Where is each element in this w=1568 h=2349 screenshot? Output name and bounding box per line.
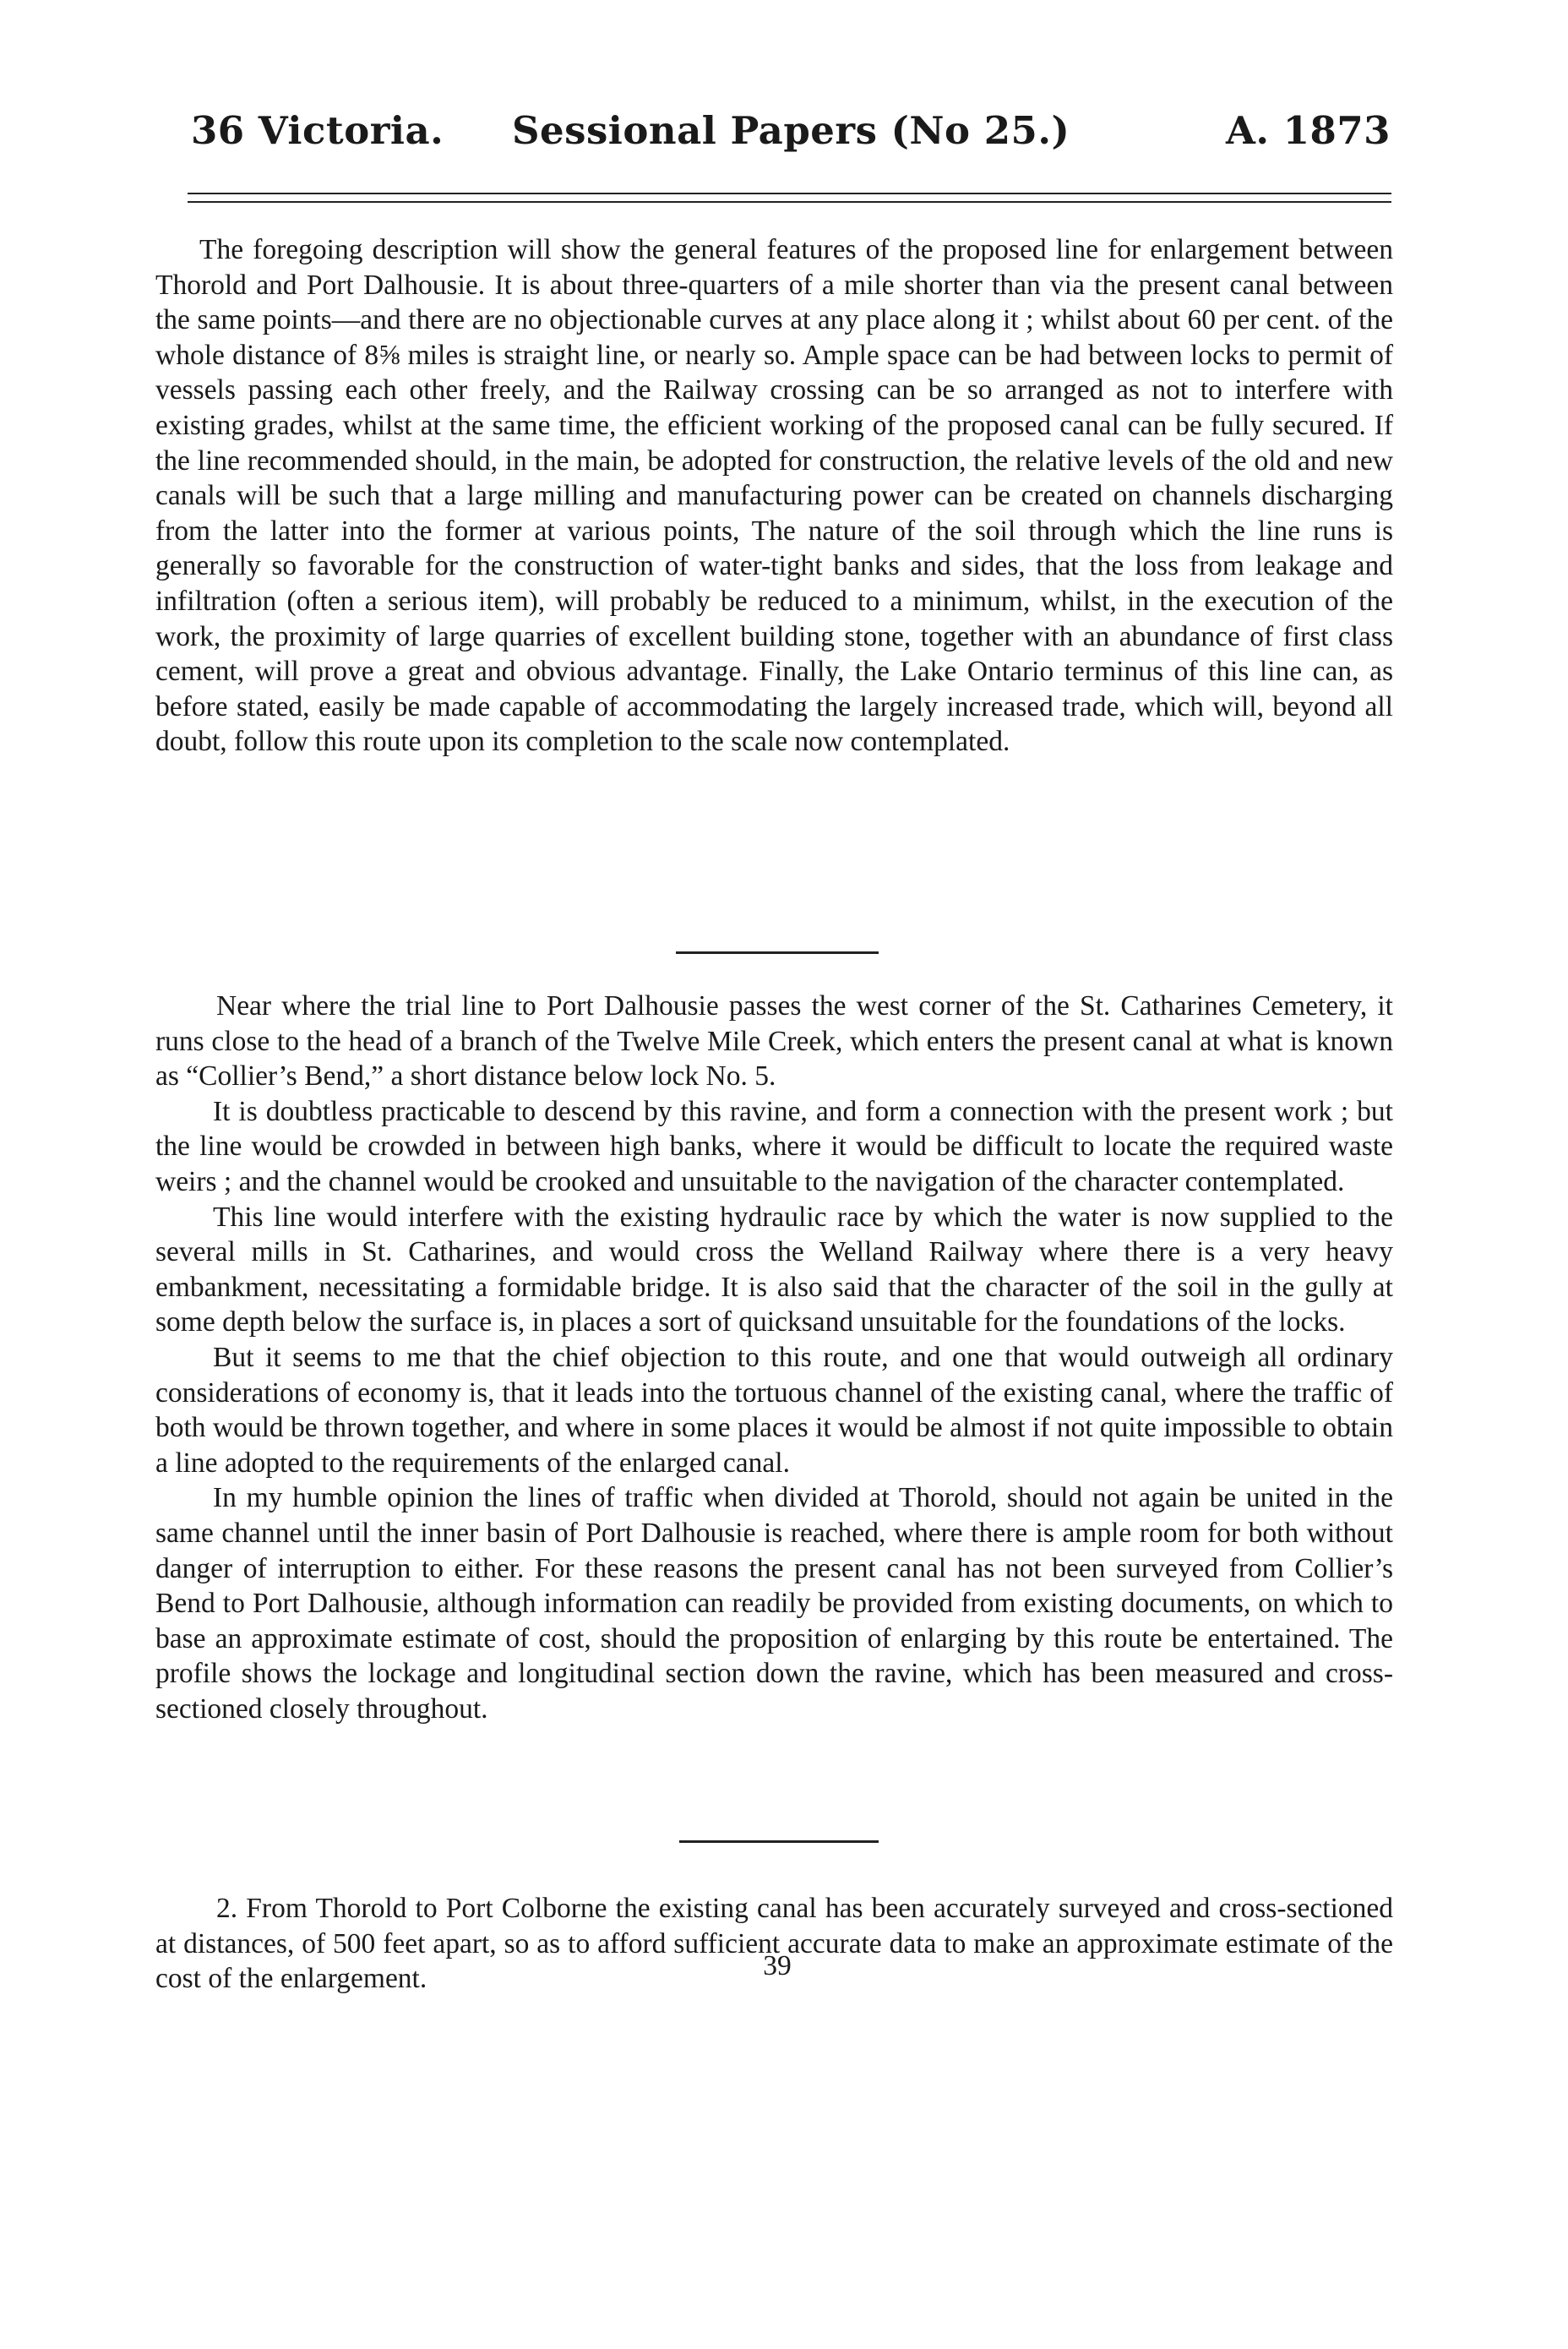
paragraph: The foregoing description will show the general features of the proposed line for enlargement between Thorold and Port Dalhousie. It is about three-quarters of a mile shorter than via the present canal between the same points—and there are no objectionable curves at any place along it ; whilst about 60 per cent. of the whole distance of 8⅝ miles is straight line, or nearly so. Ample space can be had between locks to permit of vessels passing each other freely, and the Railway crossing can be so arranged as not to interfere with existing grades, whilst at the same time, the efficient working of the proposed canal can be fully secured. If the line recommended should, in the main, be adopted for construction, the relative levels of the old and new canals will be such that a large milling and manufacturing power can be created on channels discharging from the latter into the former at various points, The nature of the soil through which the line runs is generally so favorable for the construction of water-tight banks and sides, that the loss from leakage and infiltration (often a serious item), will probably be reduced to a minimum, whilst, in the execution of the work, the proximity of large quarries of excellent building stone, together with an abundance of first class cement, will prove a great and obvious advantage. Finally, the Lake Ontario terminus of this line can, as before stated, easily be made capable of accommodating the largely increased trade, which will, beyond all doubt, follow this route upon its completion to the scale now contemplated. — [155, 234, 1393, 758]
header-double-rule — [188, 193, 1391, 203]
paragraph: But it seems to me that the chief objection to this route, and one that would outweigh all ordinary considerations of economy is, that it leads into the tortuous channel of the existing canal, where the traffic of both would be thrown together, and where in some places it would be almost if not quite impossible to obtain a line adopted to the requirements of the enlarged canal. — [155, 1341, 1393, 1479]
header-year: A. 1873 — [1226, 108, 1391, 153]
page-number: 39 — [763, 1950, 792, 1981]
paragraph: This line would interfere with the existing hydraulic race by which the water is now supplied to the several mills in St. Catharines, and would cross the Welland Railway where there is a very heavy embankment, necessitating a formidable bridge. It is also said that the character of the soil in the gully at some depth below the surface is, in places a sort of quicksand unsuitable for the foundations of the locks. — [155, 1201, 1393, 1338]
paragraph: Near where the trial line to Port Dalhousie passes the west corner of the St. Catharines Cemetery, it runs close to the head of a branch of the Twelve Mile Creek, which enters the present canal at what is known as “Collier’s Bend,” a short distance below lock No. 5. — [155, 990, 1393, 1093]
section-separator — [679, 1840, 879, 1843]
page-header — [191, 108, 1391, 159]
paragraph: In my humble opinion the lines of traffic when divided at Thorold, should not again be united in the same channel until the inner basin of Port Dalhousie is reached, where there is ample room for both without danger of interruption to either. For these reasons the present canal has not been surveyed from Collier’s Bend to Port Dalhousie, although information can readily be provided from existing documents, on which to base an approximate estimate of cost, should the proposition of enlarging by this route be entertained. The profile shows the lockage and longitudinal section down the ravine, which has been measured and cross-sectioned closely throughout. — [155, 1482, 1393, 1725]
header-session: 36 Victoria. — [191, 108, 444, 153]
section-separator — [676, 951, 879, 954]
header-title: Sessional Papers (No 25.) — [512, 108, 1070, 153]
paragraph: 2. From Thorold to Port Colborne the existing canal has been accurately surveyed and cross-sectioned at distances, of 500 feet apart, so as to afford sufficient accurate data to make an approximate estimate of the cost of the enlargement. — [155, 1893, 1393, 1995]
section-2 — [155, 989, 1393, 1726]
paragraph: It is doubtless practicable to descend by this ravine, and form a connection with the present work ; but the line would be crowded in between high banks, where it would be difficult to locate the required waste weirs ; and the channel would be crooked and unsuitable to the navigation of the character contemplated. — [155, 1095, 1393, 1197]
section-1 — [155, 232, 1393, 760]
